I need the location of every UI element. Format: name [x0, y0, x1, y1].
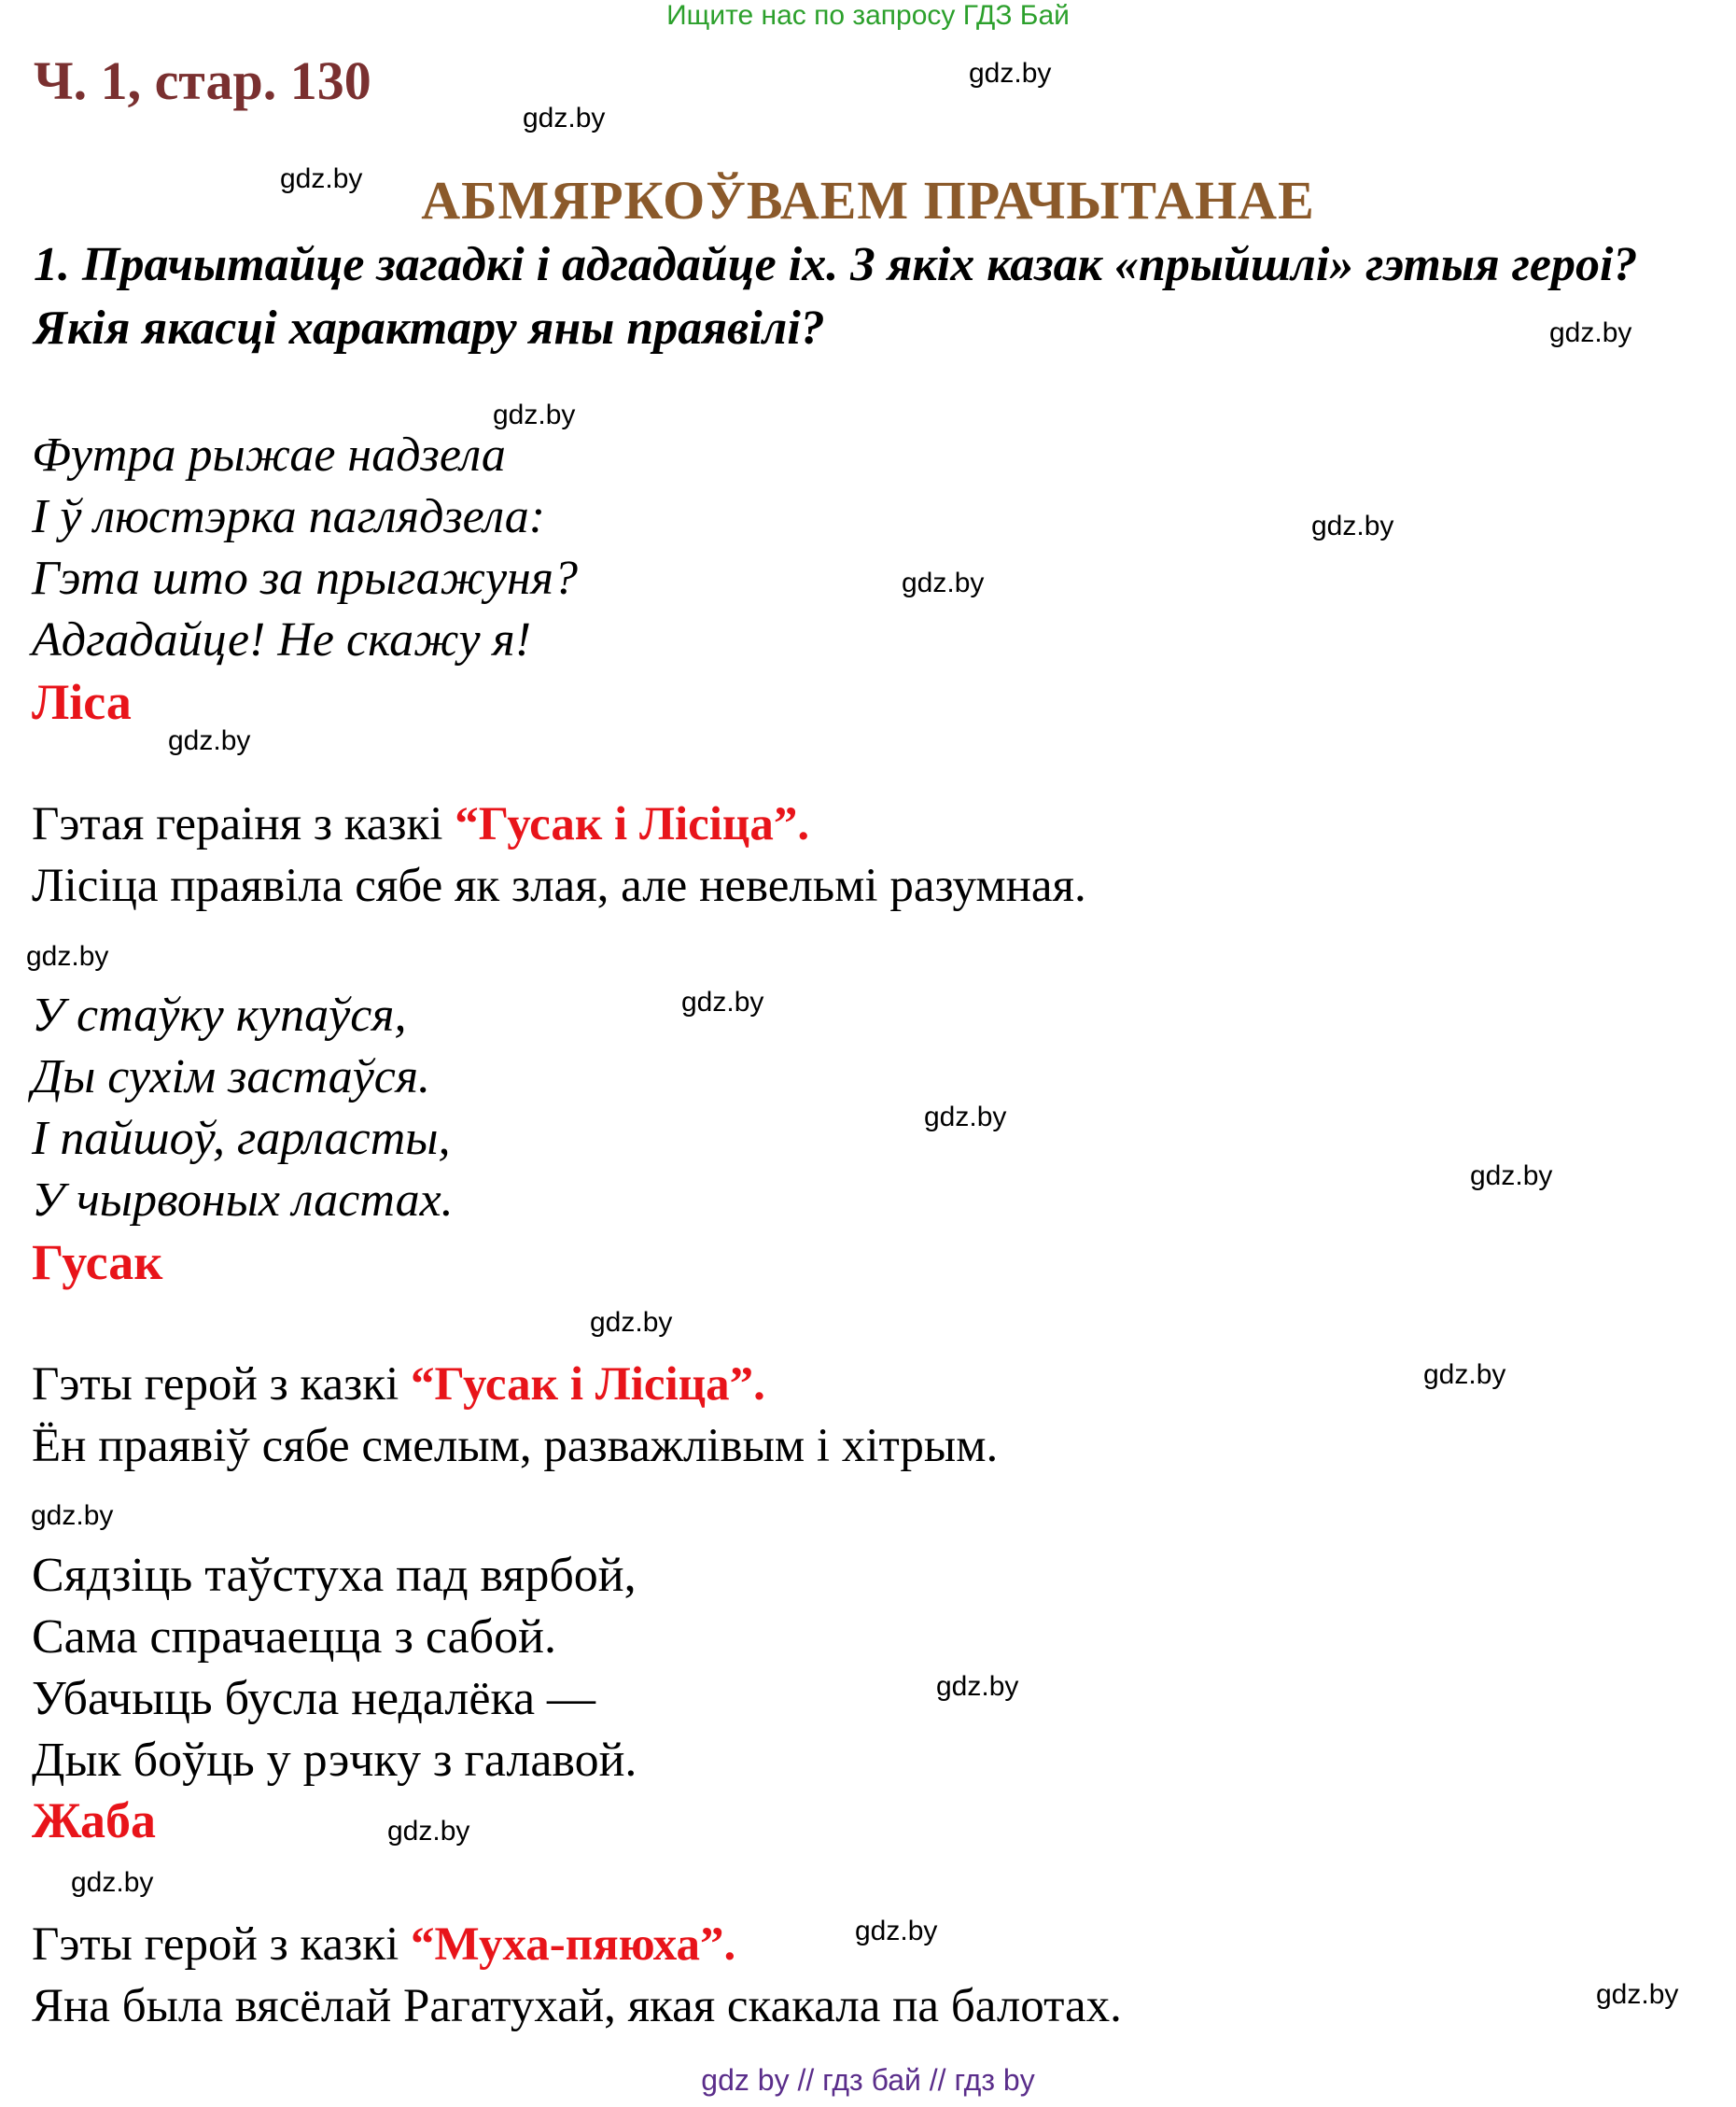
verse-line: Сама спрачаецца з сабой. [32, 1610, 556, 1664]
watermark: gdz.by [1423, 1359, 1506, 1390]
watermark: gdz.by [1596, 1979, 1679, 2010]
riddle-1-verse [32, 425, 578, 671]
question-text: 1. Прачытайце загадкі і адгадайце іх. З якіх казак «прыйшлі» гэтыя героі? Якія якасці характару яны праявілі? [34, 238, 1638, 355]
section-heading: АБМЯРКОЎВАЕМ ПРАЧЫТАНАЕ [421, 170, 1315, 231]
source-prefix: Гэты герой з казкі [32, 1918, 411, 1971]
watermark: gdz.by [31, 1500, 114, 1531]
description-line: Лісіца праявіла сябе як злая, але невельмі разумная. [32, 860, 1086, 912]
source-title: “Гусак і Лісіца”. [455, 798, 810, 850]
watermark: gdz.by [280, 163, 363, 194]
watermark: gdz.by [1549, 317, 1632, 348]
verse-line: У чырвоных ластах. [32, 1173, 454, 1227]
verse-line: У стаўку купаўся, [32, 989, 407, 1042]
source-title: “Муха-пяюха”. [410, 1918, 736, 1971]
source-title: “Гусак і Лісіца”. [410, 1358, 765, 1411]
watermark: gdz.by [523, 103, 606, 133]
verse-line: Дык боўць у рэчку з галавой. [32, 1734, 637, 1787]
watermark: gdz.by [493, 400, 576, 430]
watermark: gdz.by [590, 1307, 673, 1338]
verse-line: Ды сухім застаўся. [32, 1050, 431, 1103]
watermark: gdz.by [924, 1102, 1007, 1132]
footer: gdz by // гдз бай // гдз by [701, 2063, 1035, 2097]
verse-line: Убачыць бусла недалёка — [32, 1672, 596, 1725]
verse-line: Гэта што за прыгажуня? [32, 552, 579, 605]
riddle-2-verse [32, 985, 454, 1231]
riddle-1-explanation [32, 794, 1086, 917]
watermark: gdz.by [936, 1671, 1019, 1702]
watermark: gdz.by [71, 1867, 154, 1898]
riddle-2-explanation [32, 1354, 998, 1477]
verse-line: Сядзіць таўстуха пад вярбой, [32, 1549, 637, 1602]
source-line [32, 1914, 1122, 1975]
watermark: gdz.by [969, 58, 1052, 89]
watermark: gdz.by [855, 1916, 938, 1946]
riddle-3-answer: Жаба [32, 1792, 157, 1848]
description-line: Ён праявіў сябе смелым, разважлівым і хітрым. [32, 1420, 999, 1472]
page-reference: Ч. 1, стар. 130 [34, 50, 371, 111]
watermark: gdz.by [1470, 1160, 1553, 1191]
verse-line: І пайшоў, гарласты, [32, 1112, 451, 1165]
riddle-3-explanation [32, 1914, 1122, 2037]
verse-line: Адгадайце! Не скажу я! [32, 613, 532, 667]
source-line [32, 794, 1086, 855]
verse-line: Футра рыжае надзела [32, 428, 506, 482]
verse-line: І ў люстэрка паглядзела: [32, 490, 546, 543]
description-line: Яна была вясёлай Рагатухай, якая скакала па балотах. [32, 1980, 1122, 2032]
watermark: gdz.by [1311, 511, 1394, 541]
watermark: gdz.by [902, 568, 985, 598]
riddle-1-answer: Ліса [32, 674, 132, 730]
top-banner: Ищите нас по запросу ГДЗ Бай [666, 0, 1070, 31]
watermark: gdz.by [26, 941, 109, 972]
watermark: gdz.by [387, 1816, 470, 1847]
riddle-2-answer: Гусак [32, 1234, 163, 1290]
source-prefix: Гэты герой з казкі [32, 1358, 411, 1411]
watermark: gdz.by [681, 987, 764, 1018]
watermark: gdz.by [168, 725, 251, 756]
source-line [32, 1354, 998, 1415]
riddle-3-verse [32, 1545, 637, 1791]
source-prefix: Гэтая гераіня з казкі [32, 798, 455, 850]
